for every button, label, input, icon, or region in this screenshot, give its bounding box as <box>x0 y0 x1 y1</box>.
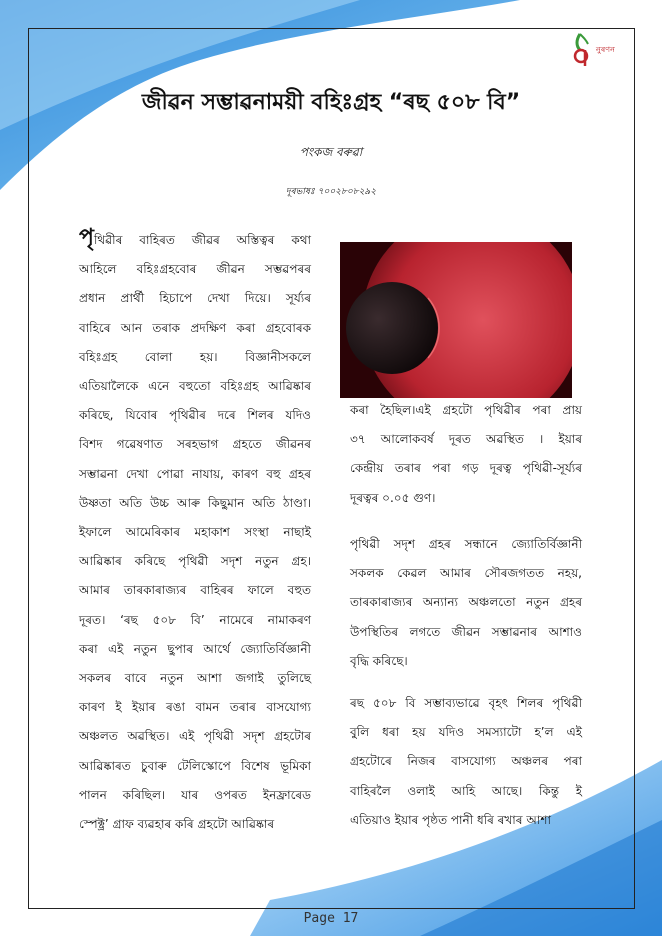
text-line: কৰা এই নতুন ছুপাৰ আৰ্থে জ্যোতিৰ্বিজ্ঞানী <box>79 641 311 656</box>
article-title: জীৱন সম্ভাৱনাময়ী বহিঃগ্ৰহ “ৰছ ৫০৮ বি” <box>141 90 521 115</box>
text-line: বাহিৰলৈ ওলাই আহি আছে। কিন্তু ই <box>350 783 582 798</box>
text-line: কেন্দ্ৰীয় তৰাৰ পৰা গড় দূৰত্ব পৃথিৱী-সূৰ্য্যৰ <box>350 461 582 476</box>
text-line: বৃদ্ধি কৰিছে। <box>350 653 408 668</box>
right-paragraph-2 <box>350 530 582 676</box>
text-line: দূৰত্বৰ ০.০৫ গুণ। <box>350 490 436 505</box>
text-line: আহিলে বহিঃগ্ৰহবোৰ জীৱন সম্ভৱপৰৰ <box>79 262 311 277</box>
text-line: আৱিষ্কাৰত চুবাৰু টেলিস্কোপে বিশেষ ভূমিকা <box>79 758 311 773</box>
text-line: কৰা হৈছিল।এই গ্ৰহটো পৃথিৱীৰ পৰা প্ৰায় <box>350 403 582 417</box>
text-line: পৃথিৱী সদৃশ গ্ৰহৰ সন্ধানে জ্যোতিৰ্বিজ্ঞানী <box>350 537 582 551</box>
text-line: উপস্থিতিৰ লগতে জীৱন সম্ভাৱনাৰ আশাও <box>350 624 582 639</box>
text-line: সম্ভাৱনা দেখা পোৱা নাযায়, কাৰণ বহু গ্ৰহৰ <box>79 466 311 481</box>
text-line: ৰছ ৫০৮ বি সম্ভাব্যভাৱে বৃহৎ শিলৰ পৃথিৱী <box>350 696 582 710</box>
text-line: সকলৰ বাবে নতুন আশা জগাই তুলিছে <box>79 671 311 686</box>
text-line: গ্ৰহটোৰে নিজৰ বাসযোগ্য অঞ্চলৰ পৰা <box>350 754 582 769</box>
right-paragraph-1 <box>350 396 582 513</box>
right-paragraph-3 <box>350 689 582 835</box>
text-line: ইফালে আমেৰিকাৰ মহাকাশ সংস্থা নাছাই <box>79 525 311 540</box>
text-line: বাহিৰে আন তৰাক প্ৰদক্ষিণ কৰা গ্ৰহবোৰক <box>79 320 311 335</box>
left-column <box>79 226 311 839</box>
text-line: দূৰত। ‘ৰছ ৫০৮ বি’ নামেৰে নামাকৰণ <box>79 612 311 627</box>
logo-text: নুৰণন <box>596 45 615 54</box>
text-line: বহিঃগ্ৰহ বোলা হয়। বিজ্ঞানীসকলে <box>79 349 311 364</box>
text-line: কৰিছে, যিবোৰ পৃথিৱীৰ দৰে শিলৰ যদিও <box>79 408 311 423</box>
text-line: স্পেক্ট্ৰ’ গ্ৰাফ ব্যৱহাৰ কৰি গ্ৰহটো আৱিষ্কাৰ <box>79 817 275 832</box>
text-line: কাৰণ ই ইয়াৰ ৰঙা বামন তৰাৰ বাসযোগ্য <box>79 700 311 715</box>
text-line: এতিয়াও ইয়াৰ পৃষ্ঠত পানী ধৰি ৰখাৰ আশা <box>350 812 551 827</box>
text-line: সকলক কেৱল আমাৰ সৌৰজগতত নহয়, <box>350 566 582 581</box>
text-line: অঞ্চলত অৱস্থিত। এই পৃথিৱী সদৃশ গ্ৰহটোৰ <box>79 729 311 744</box>
text-line: উষ্ণতা অতি উচ্চ আৰু কিছুমান অতি ঠাণ্ডা। <box>79 495 311 510</box>
page-number: Page 17 <box>303 911 359 926</box>
text-line: পালন কৰিছিল। যাৰ ওপৰত ইনফ্ৰাৰেড <box>79 787 311 802</box>
drop-cap: পৃ <box>79 225 94 250</box>
text-line: প্ৰধান প্ৰাৰ্থী হিচাপে দেখা দিয়ে। সূৰ্য্যৰ <box>79 291 311 306</box>
text-line: এতিয়ালৈকে এনে বহুতো বহিঃগ্ৰহ আৱিষ্কাৰ <box>79 379 311 394</box>
text-line: তাৰকাৰাজ্যৰ অন্যান্য অঞ্চলতো নতুন গ্ৰহৰ <box>350 595 582 610</box>
text-line: পৃথিৱীৰ বাহিৰত জীৱৰ অস্তিত্বৰ কথা <box>79 225 311 250</box>
text-line: বিশদ গৱেষণাত সৰহভাগ গ্ৰহতে জীৱনৰ <box>79 437 311 452</box>
author-name: পংকজ বৰুৱা <box>299 145 363 159</box>
text-line: আমাৰ তাৰকাৰাজ্যৰ বাহিৰৰ ফালে বহুত <box>79 583 311 598</box>
text-line: আৱিষ্কাৰ কৰিছে পৃথিৱী সদৃশ নতুন গ্ৰহ। <box>79 554 311 569</box>
text-line: ৩৭ আলোকবৰ্ষ দূৰত অৱস্থিত । ইয়াৰ <box>350 432 582 447</box>
author-phone: দূৰভাষঃ ৭০০২৮০৮২৯২ <box>285 187 377 197</box>
planet-image <box>340 242 572 398</box>
text-line: বুলি ধৰা হয় যদিও সমস্যাটো হ’ল এই <box>350 725 582 740</box>
